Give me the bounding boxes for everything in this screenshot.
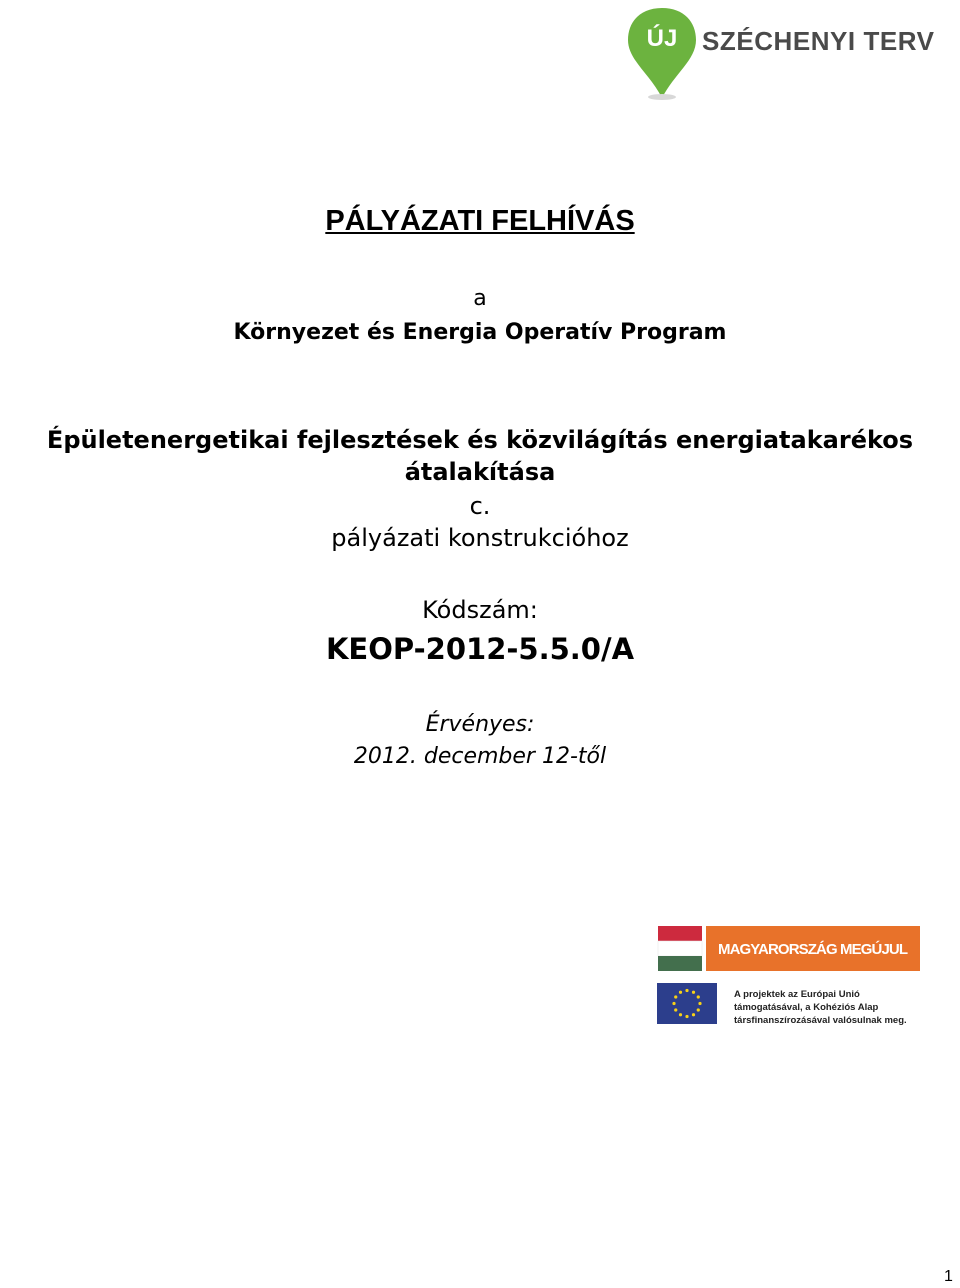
eu-star-icon	[685, 989, 688, 992]
page-title: PÁLYÁZATI FELHÍVÁS	[325, 205, 635, 237]
eu-star-icon	[674, 995, 677, 998]
valid-label: Érvényes:	[425, 712, 535, 737]
logo-brand-text: SZÉCHENYI TERV	[702, 26, 934, 56]
eu-flag-icon	[657, 983, 717, 1024]
eu-text-line-1: A projektek az Európai Unió	[734, 989, 860, 1000]
eu-star-icon	[685, 1015, 688, 1018]
banner-text: MAGYARORSZÁG MEGÚJUL	[718, 941, 908, 958]
program-name: Környezet és Energia Operatív Program	[233, 320, 727, 345]
eu-star-icon	[692, 1013, 695, 1016]
code-label: Kódszám:	[422, 596, 538, 624]
code-value: KEOP-2012-5.5.0/A	[325, 632, 635, 666]
eu-text-line-3: társfinanszírozásával valósulnak meg.	[734, 1015, 907, 1026]
subject-line-2: átalakítása	[404, 458, 556, 486]
construction-text: pályázati konstrukcióhoz	[331, 524, 629, 552]
c-abbrev: c.	[469, 492, 491, 520]
eu-star-icon	[672, 1002, 675, 1005]
map-pin-icon	[628, 8, 696, 100]
subject-line-1: Épületenergetikai fejlesztések és közvilágítás energiatakarékos	[46, 426, 914, 454]
magyarorszag-megujul-badge	[626, 908, 956, 1038]
eu-star-icon	[679, 991, 682, 994]
page-number: 1	[944, 1268, 953, 1285]
eu-star-icon	[698, 1002, 701, 1005]
valid-date: 2012. december 12-től	[353, 744, 607, 769]
hungarian-flag-icon	[658, 926, 702, 971]
eu-star-icon	[692, 991, 695, 994]
article-text: a	[473, 286, 487, 311]
eu-star-icon	[674, 1008, 677, 1011]
eu-text-line-2: támogatásával, a Kohéziós Alap	[734, 1002, 879, 1013]
uj-szechenyi-terv-logo	[600, 0, 950, 110]
eu-star-icon	[679, 1013, 682, 1016]
logo-badge-text: ÚJ	[646, 25, 678, 52]
eu-star-icon	[697, 1008, 700, 1011]
eu-star-icon	[697, 995, 700, 998]
